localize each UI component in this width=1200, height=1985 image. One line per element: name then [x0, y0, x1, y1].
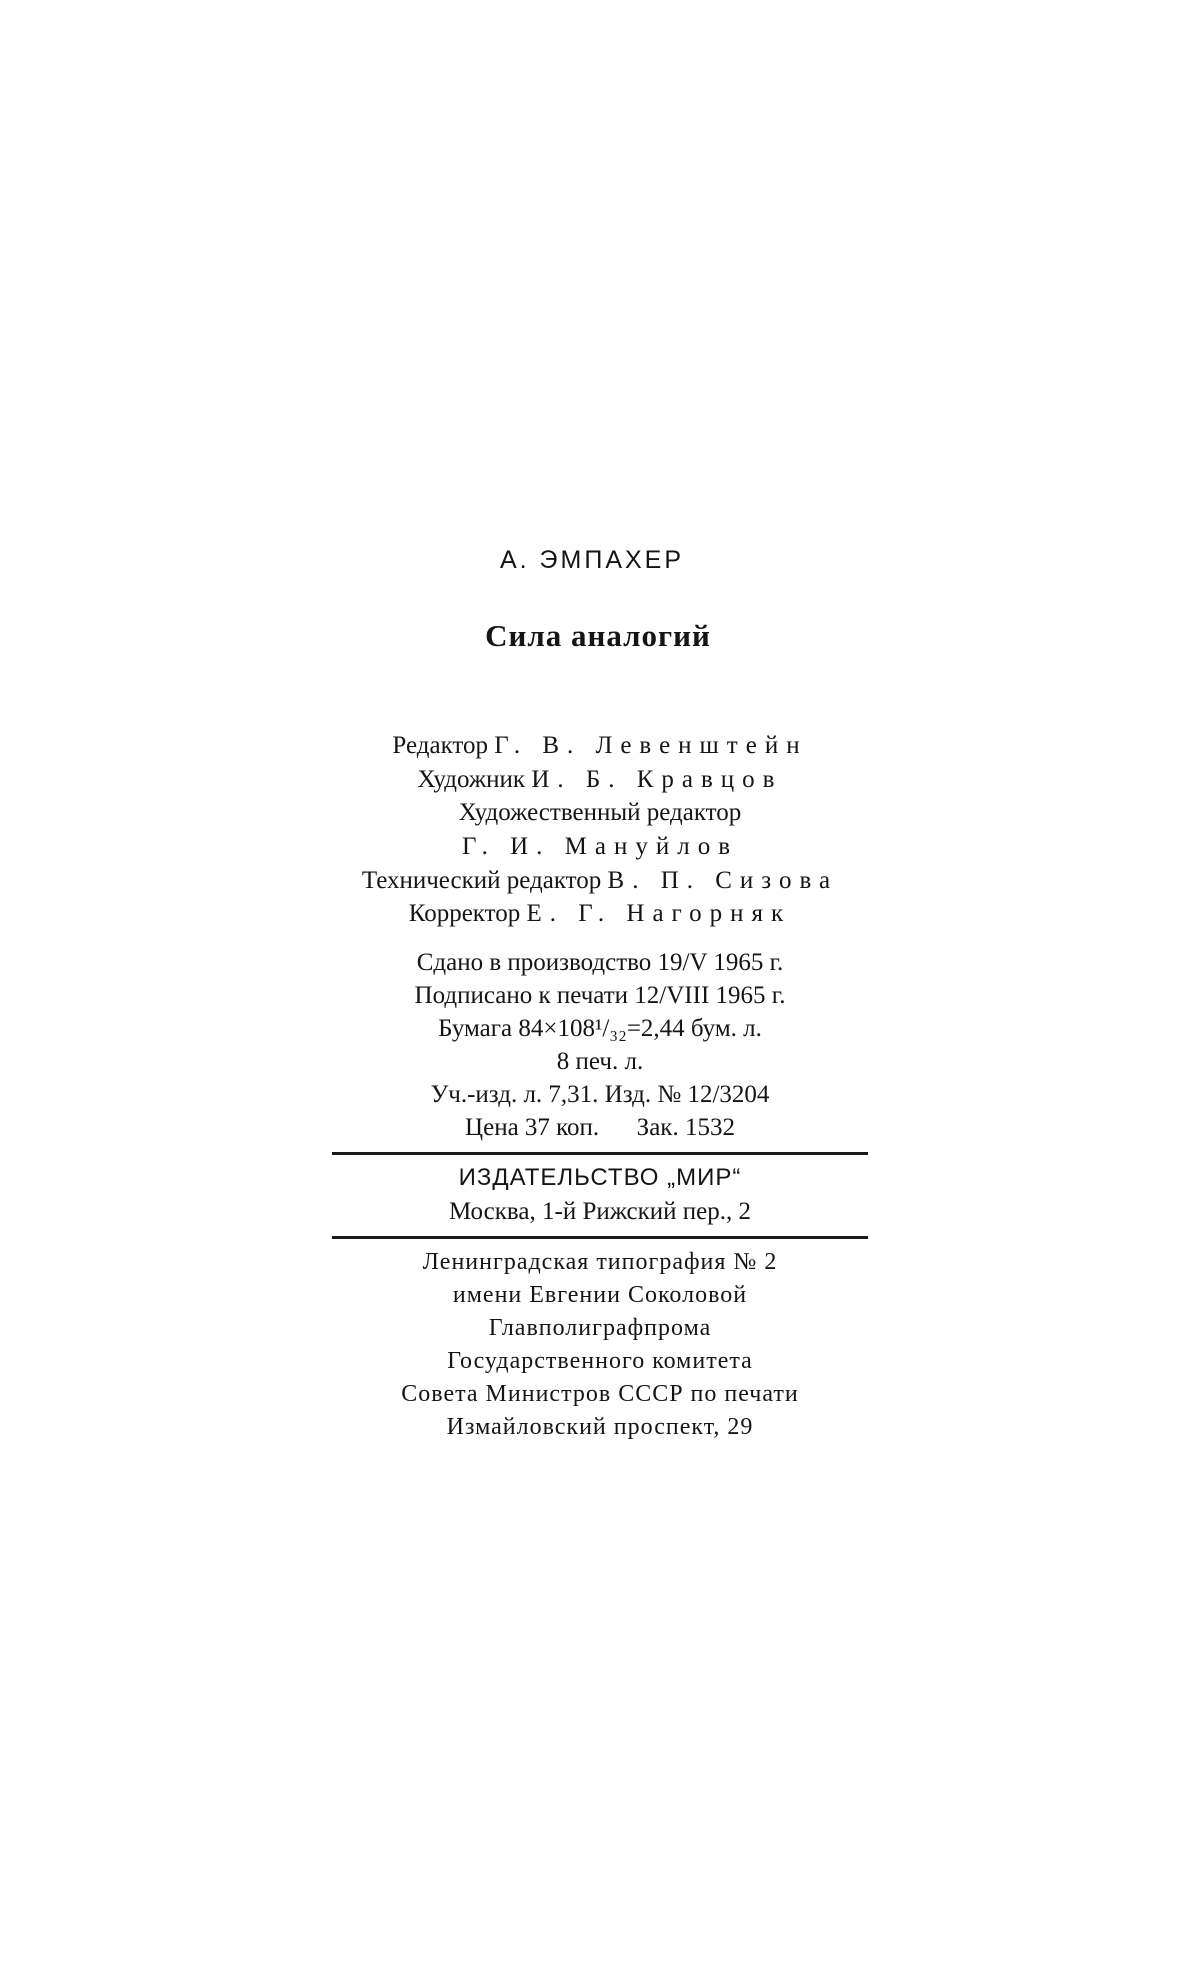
publisher-name: ИЗДАТЕЛЬСТВО „МИР“ — [458, 1164, 742, 1191]
production-sheets: 8 печ. л. — [556, 1048, 644, 1075]
credit-art-editor-name: Г. И. Мануйлов — [461, 833, 739, 860]
credit-name: Е. Г. Нагорняк — [526, 900, 792, 927]
top-divider — [332, 1152, 868, 1155]
publisher-address: Москва, 1-й Рижский пер., 2 — [448, 1198, 752, 1225]
credit-name: И. Б. Кравцов — [531, 766, 783, 793]
credit-role: Художник — [417, 766, 526, 793]
credit-role: Технический редактор — [361, 867, 602, 894]
production-paper: Бумага 84×108¹/₃₂=2,44 бум. л. — [438, 1015, 762, 1042]
production-signed: Подписано к печати 12/VIII 1965 г. — [414, 982, 786, 1009]
production-edition: Уч.-изд. л. 7,31. Изд. № 12/3204 — [430, 1081, 770, 1108]
production-price-order: Цена 37 коп. Зак. 1532 — [465, 1114, 735, 1141]
credit-name: В. П. Сизова — [607, 867, 839, 894]
printer-line: Государственного комитета — [447, 1348, 753, 1374]
printer-line: Главполиграфпрома — [488, 1315, 712, 1341]
credit-art-editor-role: Художественный редактор — [458, 799, 742, 826]
book-title: Сила аналогий — [485, 618, 711, 653]
credit-editor — [0, 733, 1200, 758]
credit-role: Редактор — [392, 732, 488, 759]
credit-proofreader — [0, 901, 1200, 926]
author-name: А. ЭМПАХЕР — [499, 546, 685, 574]
bottom-divider — [332, 1236, 868, 1239]
credit-tech-editor — [0, 868, 1200, 893]
production-submitted: Сдано в производство 19/V 1965 г. — [416, 949, 784, 976]
printer-line: имени Евгении Соколовой — [452, 1282, 748, 1308]
printer-line: Ленинградская типография № 2 — [422, 1249, 778, 1275]
printer-line: Измайловский проспект, 29 — [446, 1414, 754, 1440]
credit-role: Корректор — [408, 900, 521, 927]
credit-name: Г. В. Левенштейн — [494, 732, 808, 759]
credit-artist — [0, 767, 1200, 792]
printer-line: Совета Министров СССР по печати — [401, 1381, 799, 1407]
